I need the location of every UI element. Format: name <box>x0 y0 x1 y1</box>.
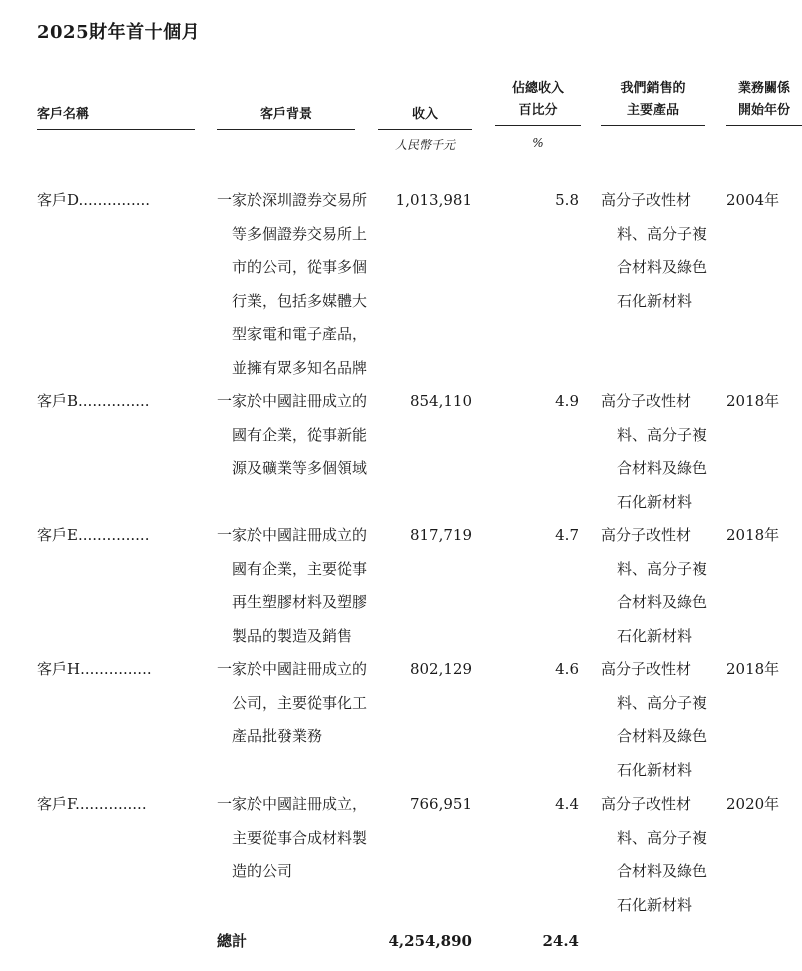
row-since: 2018年 <box>726 392 780 410</box>
background-line: 源及礦業等多個領域 <box>232 459 368 477</box>
background-line: 並擁有眾多知名品牌 <box>232 358 368 377</box>
row-background <box>217 519 367 653</box>
row-products <box>601 184 707 318</box>
row-since: 2020年 <box>726 795 780 813</box>
product-line: 料、高分子複 <box>617 693 708 712</box>
background-line: 公司，主要從事化工 <box>232 693 368 712</box>
background-line: 造的公司 <box>232 862 293 880</box>
row-products <box>601 653 707 787</box>
background-line: 一家於深圳證券交易所 <box>217 191 368 209</box>
header-since-line1: 業務關係 <box>737 81 790 96</box>
product-line: 料、高分子複 <box>617 559 708 578</box>
row-customer-name: 客戶F............... <box>37 795 147 813</box>
product-line: 合材料及綠色 <box>617 862 708 880</box>
product-line: 高分子改性材 <box>601 660 692 678</box>
row-customer-name: 客戶D............... <box>37 191 151 209</box>
product-line: 石化新材料 <box>617 291 693 310</box>
background-line: 等多個證券交易所上 <box>232 224 368 243</box>
total-label: 總計 <box>217 932 248 950</box>
background-line: 一家於中國註冊成立的 <box>217 660 368 678</box>
product-line: 料、高分子複 <box>617 425 708 444</box>
product-line: 料、高分子複 <box>617 224 708 243</box>
row-background <box>217 653 367 754</box>
background-line: 行業，包括多媒體大 <box>232 291 368 310</box>
background-line: 一家於中國註冊成立， <box>217 795 368 813</box>
product-line: 高分子改性材 <box>601 392 692 410</box>
row-customer-name: 客戶E............... <box>37 526 150 544</box>
row-products <box>601 385 707 519</box>
row-revenue: 1,013,981 <box>395 191 472 209</box>
row-since: 2018年 <box>726 526 780 544</box>
header-customer-name-label: 客戶名稱 <box>37 107 90 122</box>
background-line: 國有企業，從事新能 <box>232 425 368 444</box>
row-revenue: 854,110 <box>409 392 472 410</box>
row-pct: 5.8 <box>555 191 579 209</box>
header-products-line2: 主要產品 <box>626 103 679 118</box>
row-background <box>217 788 367 889</box>
product-line: 合材料及綠色 <box>617 258 708 276</box>
row-customer-name: 客戶H............... <box>37 660 152 678</box>
header-customer-name <box>37 104 195 130</box>
total-revenue: 4,254,890 <box>388 932 472 950</box>
row-customer-name: 客戶B............... <box>37 392 150 410</box>
row-pct: 4.9 <box>555 392 579 410</box>
header-revenue <box>378 104 472 130</box>
unit-pct: % <box>532 136 544 150</box>
row-pct: 4.7 <box>555 526 579 544</box>
row-revenue: 802,129 <box>409 660 472 678</box>
product-line: 合材料及綠色 <box>617 727 708 745</box>
row-revenue: 817,719 <box>409 526 472 544</box>
header-products-line1: 我們銷售的 <box>620 81 686 96</box>
header-pct <box>495 78 581 126</box>
product-line: 高分子改性材 <box>601 795 692 813</box>
row-pct: 4.4 <box>555 795 579 813</box>
header-revenue-label: 收入 <box>411 107 438 122</box>
header-background <box>217 104 355 130</box>
background-line: 市的公司，從事多個 <box>232 258 368 276</box>
row-since: 2004年 <box>726 191 780 209</box>
background-line: 主要從事合成材料製 <box>232 828 368 847</box>
product-line: 石化新材料 <box>617 626 693 645</box>
header-products <box>601 78 705 126</box>
product-line: 合材料及綠色 <box>617 593 708 611</box>
header-background-label: 客戶背景 <box>259 107 312 122</box>
section-title: 2025財年首十個月 <box>37 22 201 43</box>
row-since: 2018年 <box>726 660 780 678</box>
header-since-line2: 開始年份 <box>737 103 790 118</box>
background-line: 一家於中國註冊成立的 <box>217 392 368 410</box>
row-products <box>601 519 707 653</box>
header-pct-line1: 佔總收入 <box>511 81 564 96</box>
row-revenue: 766,951 <box>409 795 472 813</box>
product-line: 合材料及綠色 <box>617 459 708 477</box>
product-line: 高分子改性材 <box>601 526 692 544</box>
product-line: 料、高分子複 <box>617 828 708 847</box>
row-background <box>217 184 367 385</box>
background-line: 型家電和電子產品， <box>232 325 368 343</box>
product-line: 石化新材料 <box>617 492 693 511</box>
background-line: 產品批發業務 <box>232 727 323 745</box>
background-line: 國有企業，主要從事 <box>232 559 368 578</box>
unit-revenue: 人民幣千元 <box>394 138 455 152</box>
background-line: 製品的製造及銷售 <box>232 626 353 645</box>
product-line: 高分子改性材 <box>601 191 692 209</box>
background-line: 再生塑膠材料及塑膠 <box>232 593 368 611</box>
background-line: 一家於中國註冊成立的 <box>217 526 368 544</box>
row-products <box>601 788 707 922</box>
row-background <box>217 385 367 486</box>
header-pct-line2: 百比分 <box>518 103 558 118</box>
row-pct: 4.6 <box>555 660 579 678</box>
total-pct: 24.4 <box>542 932 579 950</box>
product-line: 石化新材料 <box>617 760 693 779</box>
header-since <box>726 78 802 126</box>
product-line: 石化新材料 <box>617 895 693 914</box>
